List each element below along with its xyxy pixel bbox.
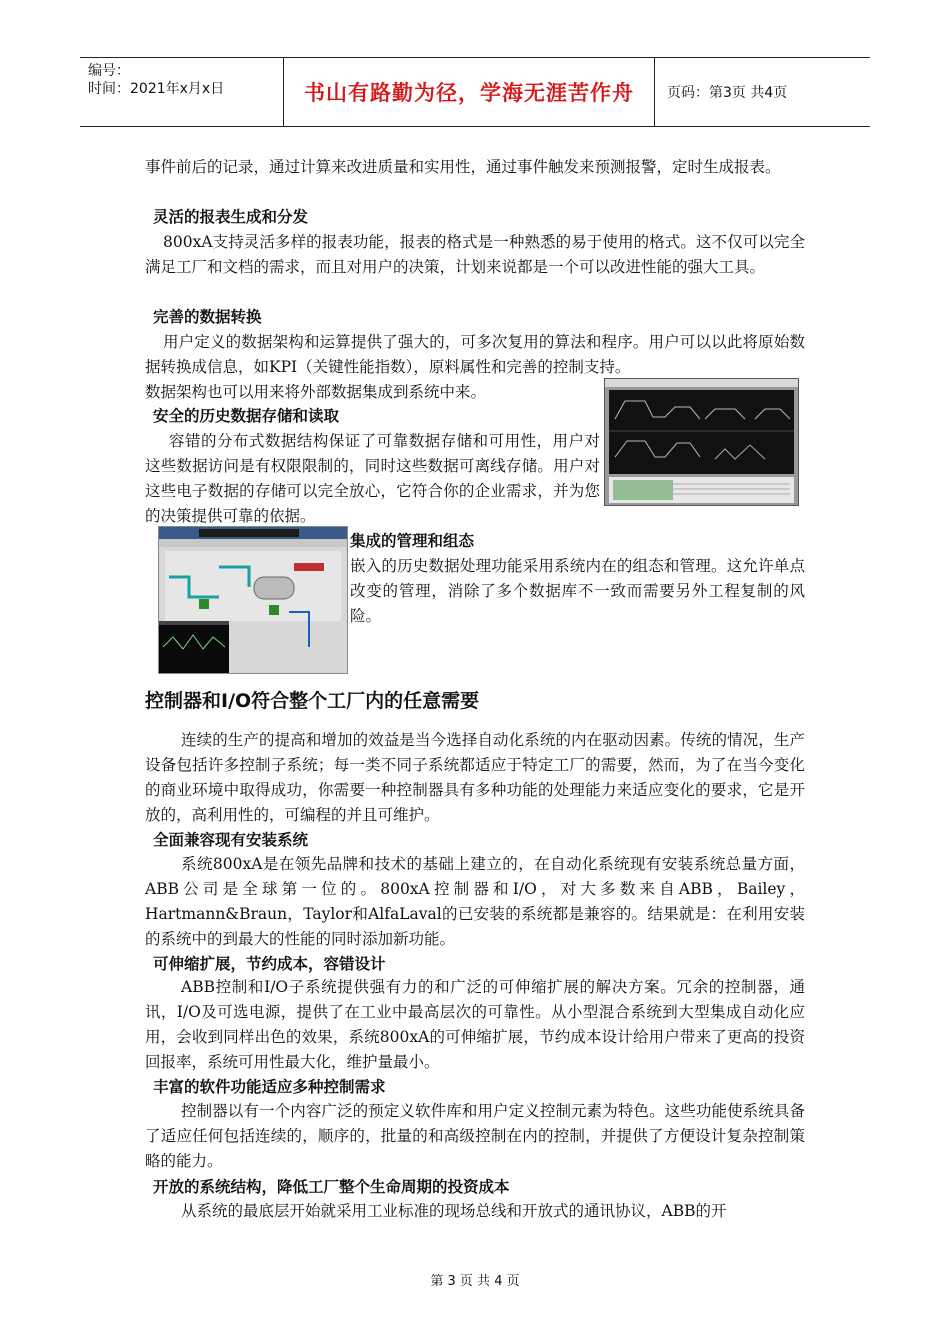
heading-software: 丰富的软件功能适应多种控制需求: [153, 1078, 386, 1096]
page-footer: 第 3 页 共 4 页: [430, 1274, 520, 1289]
process-graphic-screenshot: [158, 526, 348, 674]
heading-compat: 全面兼容现有安装系统: [153, 831, 309, 849]
paragraph-compat: 系统800xA是在领先品牌和技术的基础上建立的，在自动化系统现有安装系统总量方面，ABB公司是全球第一位的。800xA控制器和I/O，对大多数来自ABB，Bailey，Hartmann&Braun，Taylor和AlfaLaval的已安装的系统都是兼容的。结果就是：在利用安装的系统中的到最大的性能的同时添加新功能。: [145, 855, 805, 948]
page-header: [80, 57, 870, 127]
paragraph-scalable: ABB控制和I/O子系统提供强有力的和广泛的可伸缩扩展的解决方案。冗余的控制器，通讯，I/O及可选电源，提供了在工业中最高层次的可靠性。从小型混合系统到大型集成自动化应用，会收到同样出色的效果，系统800xA的可伸缩扩展，节约成本设计给用户带来了更高的投资回报率，系统可用性最大化，维护量最小。: [145, 978, 805, 1071]
process-graphic: [159, 527, 347, 673]
paragraph-transform: 用户定义的数据架构和运算提供了强大的，可多次复用的算法和程序。用户可以以此将原始数据转换成信息，如KPI（关键性能指数），原料属性和完善的控制支持。: [145, 333, 805, 376]
header-page-info: 页码：第3页 共4页: [667, 85, 788, 101]
header-motto: 书山有路勤为径，学海无涯苦作舟: [284, 58, 655, 126]
heading-open: 开放的系统结构，降低工厂整个生命周期的投资成本: [153, 1178, 510, 1196]
paragraph-open: 从系统的最底层开始就采用工业标准的现场总线和开放式的通讯协议，ABB的开: [181, 1202, 727, 1220]
paragraph-storage: 容错的分布式数据结构保证了可靠数据存储和可用性，用户对这些数据访问是有权限限制的，同时这些数据可离线存储。用户对这些电子数据的存储可以完全放心，它符合你的企业需求，并为您的决策提供可靠的依据。: [145, 432, 600, 525]
paragraph-controller: 连续的生产的提高和增加的效益是当今选择自动化系统的内在驱动因素。传统的情况，生产设备包括许多控制子系统；每一类不同子系统都适应于特定工厂的需要，然而，为了在当今变化的商业环境中取得成功，你需要一种控制器具有多种功能的处理能力来适应变化的要求，它是开放的，高利用性的，可编程的并且可维护。: [145, 731, 805, 824]
header-meta: [80, 58, 284, 126]
paragraph-intro: 事件前后的记录，通过计算来改进质量和实用性，通过事件触发来预测报警，定时生成报表。: [145, 158, 781, 176]
doc-number: 编号：: [88, 63, 130, 79]
heading-report: 灵活的报表生成和分发: [153, 208, 309, 226]
heading-storage: 安全的历史数据存储和读取: [153, 407, 340, 425]
heading-transform: 完善的数据转换: [153, 308, 262, 326]
section-heading-controller: 控制器和I/O符合整个工厂内的任意需要: [145, 690, 480, 712]
historian-trend-screenshot: [604, 378, 799, 506]
heading-integrated: 集成的管理和组态: [350, 532, 475, 550]
doc-time: 时间：2021年x月x日: [88, 81, 225, 97]
paragraph-software: 控制器以有一个内容广泛的预定义软件库和用户定义控制元素为特色。这些功能使系统具备了适应任何包括连续的，顺序的，批量的和高级控制在内的控制，并提供了方便设计复杂控制策略的能力。: [145, 1102, 805, 1170]
paragraph-integrated: 嵌入的历史数据处理功能采用系统内在的组态和管理。这允许单点改变的管理，消除了多个数据库不一致而需要另外工程复制的风险。: [350, 557, 805, 625]
trend-graphic: [605, 379, 798, 505]
paragraph-transform-2: 数据架构也可以用来将外部数据集成到系统中来。: [145, 383, 487, 401]
paragraph-report: 800xA支持灵活多样的报表功能，报表的格式是一种熟悉的易于使用的格式。这不仅可以完全满足工厂和文档的需求，而且对用户的决策，计划来说都是一个可以改进性能的强大工具。: [145, 233, 805, 276]
heading-scalable: 可伸缩扩展，节约成本，容错设计: [153, 955, 386, 973]
